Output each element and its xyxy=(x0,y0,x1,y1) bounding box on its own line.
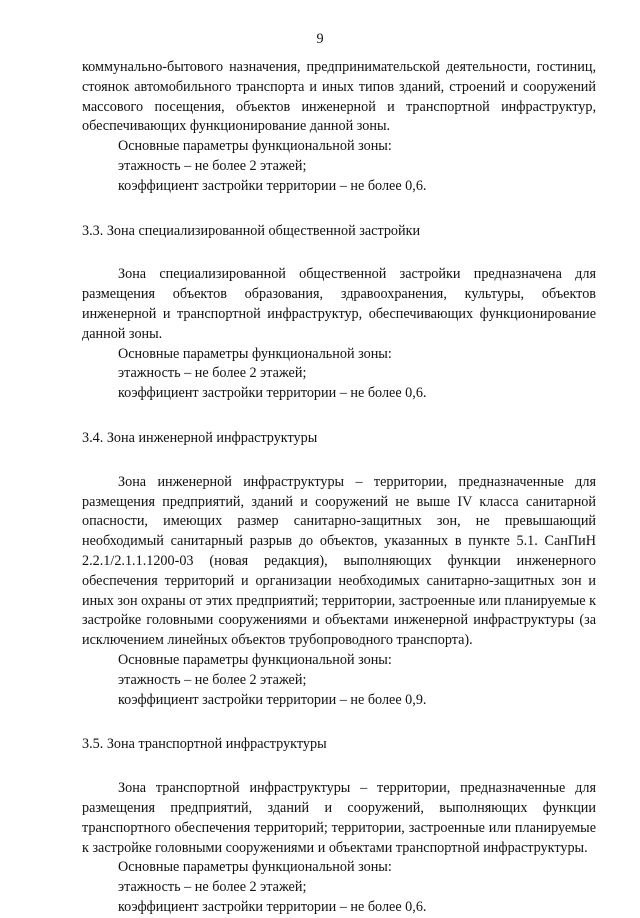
intro-continuation xyxy=(82,58,596,197)
param-coefficient: коэффициент застройки территории – не более 0,6. xyxy=(118,385,427,402)
param-coefficient: коэффициент застройки территории – не более 0,6. xyxy=(118,898,427,915)
section-heading: 3.3. Зона специализированной общественной застройки xyxy=(82,222,421,239)
param-floors: этажность – не более 2 этажей; xyxy=(118,365,307,382)
section-3-3 xyxy=(82,222,596,404)
param-floors: этажность – не более 2 этажей; xyxy=(118,879,307,896)
section-heading: 3.5. Зона транспортной инфраструктуры xyxy=(82,736,327,753)
param-coefficient: коэффициент застройки территории – не более 0,6. xyxy=(118,177,427,194)
section-3-5 xyxy=(82,735,596,917)
param-coefficient: коэффициент застройки территории – не более 0,9. xyxy=(118,691,427,708)
params-title: Основные параметры функциональной зоны: xyxy=(118,138,392,155)
paragraph-continuation: коммунально-бытового назначения, предпринимательской деятельности, гостиниц, стоянок автомобильного транспорта и иных типов зданий, строений и сооружений массового посещения, объектов инженерной и транспортной инфраструктур, обеспечивающих функционирование данной зоны. xyxy=(82,59,596,135)
page-number: 9 xyxy=(316,31,324,47)
section-3-4 xyxy=(82,429,596,710)
params-title: Основные параметры функциональной зоны: xyxy=(118,651,392,668)
document-body xyxy=(82,58,596,918)
section-paragraph: Зона транспортной инфраструктуры – территории, предназначенные для размещения предприятий, зданий и сооружений, выполняющих функции транспортного обеспечения территорий; территории, застроенные или планируемые к застройке головными сооружениями и объектами транспортной инфраструктуры. xyxy=(82,780,596,856)
params-title: Основные параметры функциональной зоны: xyxy=(118,345,392,362)
param-floors: этажность – не более 2 этажей; xyxy=(118,671,307,688)
section-paragraph: Зона специализированной общественной застройки предназначена для размещения объектов образования, здравоохранения, культуры, объектов инженерной и транспортной инфраструктур, обеспечивающих функционирование данной зоны. xyxy=(82,266,596,342)
params-title: Основные параметры функциональной зоны: xyxy=(118,859,392,876)
section-paragraph: Зона инженерной инфраструктуры – территории, предназначенные для размещения предприятий, зданий и сооружений не выше IV класса санитарной опасности, имеющих размер санитарно-защитных зон, не превышающий необходимый санитарный разрыв до объектов, указанных в пункте 5.1. СанПиН 2.2.1/2.1.1.1200-03 (новая редакция), выполняющих функции инженерного обеспечения территорий и организации необходимых санитарно-защитных зон и иных зон охраны от этих предприятий; территории, застроенные или планируемые к застройке головными сооружениями и объектами инженерной инфраструктуры (за исключением линейных объектов трубопроводного транспорта). xyxy=(82,473,596,649)
section-heading: 3.4. Зона инженерной инфраструктуры xyxy=(82,429,318,446)
param-floors: этажность – не более 2 этажей; xyxy=(118,157,307,174)
